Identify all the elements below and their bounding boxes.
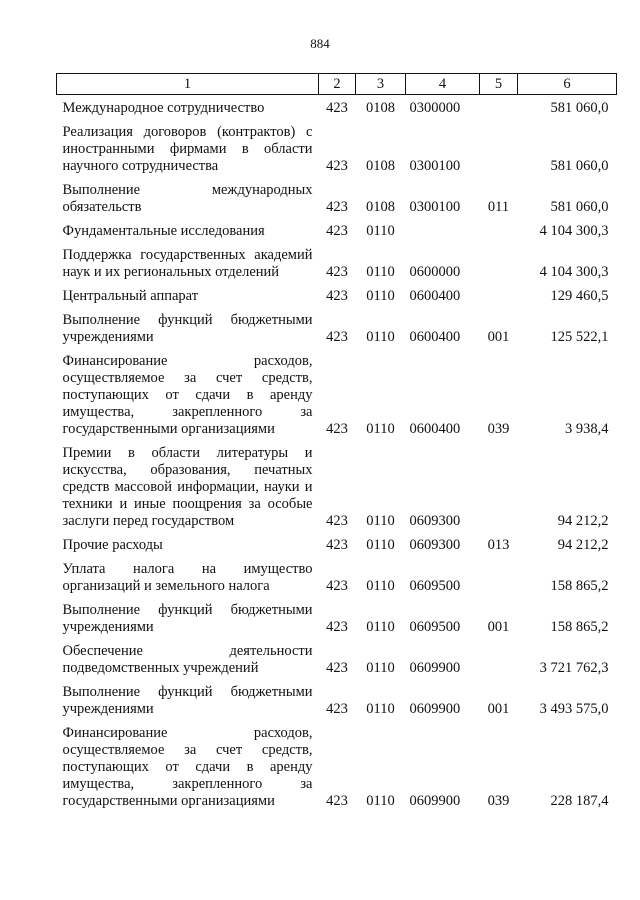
row-code-cell: 423 <box>326 288 348 304</box>
row-target-cell: 0609500 <box>409 619 461 635</box>
row-section-cell: 0110 <box>366 619 395 635</box>
table-row <box>57 530 617 554</box>
table-row <box>57 95 617 118</box>
row-section-cell: 0110 <box>366 578 395 594</box>
row-target-cell <box>406 216 480 240</box>
row-target-cell: 0609300 <box>409 537 461 553</box>
column-header-3: 3 <box>356 74 406 95</box>
table-row <box>57 595 617 636</box>
row-expense-type-cell: 013 <box>487 537 510 553</box>
table-body <box>57 95 617 811</box>
row-section-cell: 0110 <box>366 793 395 809</box>
row-expense-type-cell <box>480 636 518 677</box>
row-section-cell: 0108 <box>366 199 395 215</box>
row-name-cell: Прочие расходы <box>62 537 163 553</box>
row-name-cell: Финансирование расходов, осуществляемое за счет средств, поступающих от сдачи в аренду имущества, закрепленного за государственными организациями <box>62 353 313 437</box>
row-amount-cell: 581 060,0 <box>550 100 609 116</box>
row-amount-cell: 3 493 575,0 <box>539 701 609 717</box>
table-row <box>57 117 617 175</box>
row-expense-type-cell <box>480 95 518 118</box>
row-amount-cell: 3 721 762,3 <box>539 660 609 676</box>
row-target-cell: 0600400 <box>409 288 461 304</box>
row-amount-cell: 228 187,4 <box>550 793 609 809</box>
row-target-cell: 0609900 <box>409 793 461 809</box>
table-row <box>57 281 617 305</box>
table-row <box>57 216 617 240</box>
row-amount-cell: 4 104 300,3 <box>539 264 609 280</box>
page-number: 884 <box>310 36 330 51</box>
row-section-cell: 0110 <box>366 513 395 529</box>
column-header-2: 2 <box>319 74 356 95</box>
row-code-cell: 423 <box>326 329 348 345</box>
row-amount-cell: 94 212,2 <box>557 537 609 553</box>
table-row <box>57 718 617 810</box>
row-name-cell: Финансирование расходов, осуществляемое за счет средств, поступающих от сдачи в аренду имущества, закрепленного за государственными организациями <box>62 725 313 809</box>
row-target-cell: 0609500 <box>409 578 461 594</box>
table-row <box>57 636 617 677</box>
row-amount-cell: 158 865,2 <box>550 578 609 594</box>
row-target-cell: 0600000 <box>409 264 461 280</box>
row-name-cell: Выполнение функций бюджетными учреждениями <box>62 312 313 345</box>
row-section-cell: 0110 <box>366 537 395 553</box>
row-code-cell: 423 <box>326 619 348 635</box>
row-section-cell: 0108 <box>366 100 395 116</box>
row-expense-type-cell <box>480 117 518 175</box>
row-name-cell: Премии в области литературы и искусства, образования, печатных средств массовой информации, науки и техники и иные поощрения за особые заслуги перед государством <box>62 445 313 529</box>
row-name-cell: Выполнение международных обязательств <box>62 182 313 215</box>
row-name-cell: Поддержка государственных академий наук и их региональных отделений <box>62 247 313 280</box>
row-expense-type-cell: 011 <box>487 199 510 215</box>
row-target-cell: 0600400 <box>409 421 461 437</box>
row-target-cell: 0300100 <box>409 158 461 174</box>
row-expense-type-cell: 001 <box>487 329 510 345</box>
row-code-cell: 423 <box>326 223 348 239</box>
row-code-cell: 423 <box>326 158 348 174</box>
table-row <box>57 438 617 530</box>
row-amount-cell: 158 865,2 <box>550 619 609 635</box>
row-expense-type-cell: 001 <box>487 701 510 717</box>
column-header-5: 5 <box>480 74 518 95</box>
row-code-cell: 423 <box>326 537 348 553</box>
row-code-cell: 423 <box>326 421 348 437</box>
row-code-cell: 423 <box>326 793 348 809</box>
row-amount-cell: 581 060,0 <box>550 158 609 174</box>
row-target-cell: 0609300 <box>409 513 461 529</box>
column-header-1: 1 <box>57 74 319 95</box>
row-name-cell: Выполнение функций бюджетными учреждениями <box>62 684 313 717</box>
row-target-cell: 0300100 <box>409 199 461 215</box>
column-header-4: 4 <box>406 74 480 95</box>
row-code-cell: 423 <box>326 578 348 594</box>
row-name-cell: Центральный аппарат <box>62 288 199 304</box>
row-section-cell: 0110 <box>366 701 395 717</box>
budget-table <box>56 73 617 810</box>
row-name-cell: Уплата налога на имущество организаций и земельного налога <box>62 561 313 594</box>
row-name-cell: Обеспечение деятельности подведомственных учреждений <box>62 643 313 676</box>
row-code-cell: 423 <box>326 100 348 116</box>
row-code-cell: 423 <box>326 513 348 529</box>
row-section-cell: 0108 <box>366 158 395 174</box>
row-expense-type-cell <box>480 281 518 305</box>
row-code-cell: 423 <box>326 199 348 215</box>
row-section-cell: 0110 <box>366 288 395 304</box>
row-expense-type-cell: 039 <box>487 793 510 809</box>
row-section-cell: 0110 <box>366 660 395 676</box>
row-amount-cell: 3 938,4 <box>565 421 609 437</box>
row-target-cell: 0600400 <box>409 329 461 345</box>
row-name-cell: Международное сотрудничество <box>62 100 265 116</box>
table-row <box>57 175 617 216</box>
row-amount-cell: 129 460,5 <box>550 288 609 304</box>
row-expense-type-cell <box>480 216 518 240</box>
row-amount-cell: 581 060,0 <box>550 199 609 215</box>
table-header-row <box>57 74 617 95</box>
row-section-cell: 0110 <box>366 329 395 345</box>
table-row <box>57 305 617 346</box>
row-amount-cell: 125 522,1 <box>550 329 609 345</box>
row-name-cell: Выполнение функций бюджетными учреждениями <box>62 602 313 635</box>
row-expense-type-cell: 001 <box>487 619 510 635</box>
table-row <box>57 554 617 595</box>
row-code-cell: 423 <box>326 660 348 676</box>
row-target-cell: 0609900 <box>409 660 461 676</box>
row-amount-cell: 94 212,2 <box>557 513 609 529</box>
table-row <box>57 240 617 281</box>
row-target-cell: 0609900 <box>409 701 461 717</box>
row-section-cell: 0110 <box>366 223 395 239</box>
row-section-cell: 0110 <box>366 421 395 437</box>
row-code-cell: 423 <box>326 701 348 717</box>
row-target-cell: 0300000 <box>409 100 461 116</box>
row-expense-type-cell <box>480 554 518 595</box>
table-row <box>57 346 617 438</box>
row-section-cell: 0110 <box>366 264 395 280</box>
column-header-6: 6 <box>518 74 617 95</box>
row-expense-type-cell <box>480 438 518 530</box>
row-name-cell: Реализация договоров (контрактов) с иностранными фирмами в области научного сотрудничества <box>62 124 313 174</box>
row-expense-type-cell <box>480 240 518 281</box>
row-expense-type-cell: 039 <box>487 421 510 437</box>
row-name-cell: Фундаментальные исследования <box>62 223 265 239</box>
row-amount-cell: 4 104 300,3 <box>539 223 609 239</box>
table-row <box>57 677 617 718</box>
row-code-cell: 423 <box>326 264 348 280</box>
